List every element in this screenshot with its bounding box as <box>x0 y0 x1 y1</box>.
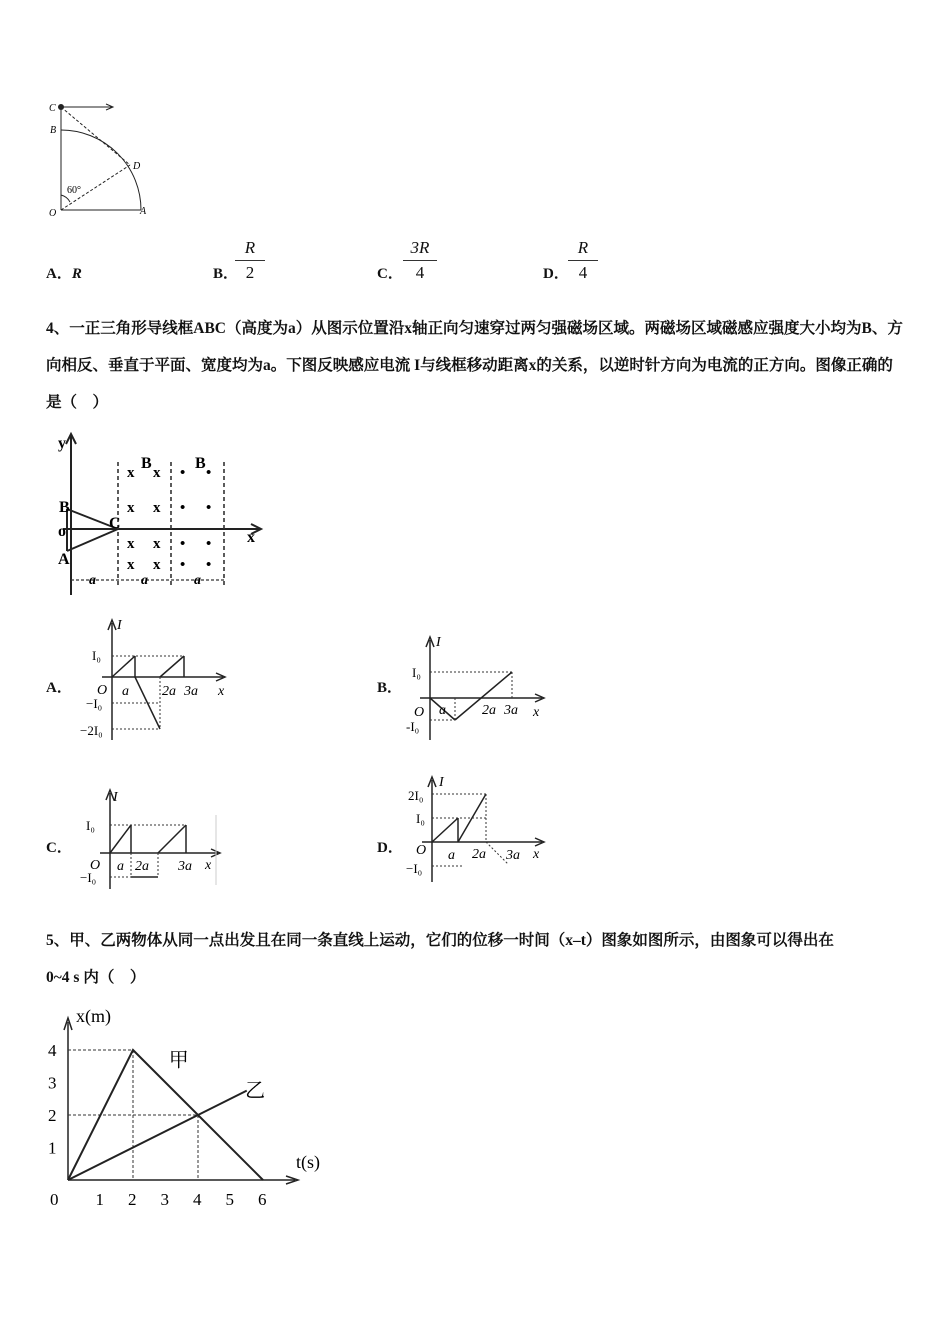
q5-question-line1: 5、甲、乙两物体从同一点出发且在同一条直线上运动，它们的位移一时间（x–t）图象如图所示，由图象可以得出在 <box>46 932 834 949</box>
series-line-yi <box>68 1091 247 1180</box>
tick-x: a <box>439 703 446 718</box>
series-label-jia: 甲 <box>168 1049 189 1072</box>
x-tick-label: 1 <box>95 1190 104 1209</box>
option-letter: A． <box>46 266 72 282</box>
y-axis-label: x(m) <box>76 1006 111 1026</box>
tick-x: a <box>122 684 129 699</box>
tick-x: 2a <box>135 859 149 874</box>
cross-mark: x <box>127 465 135 481</box>
axis-x-label: x <box>533 705 540 720</box>
y-tick-label: 2 <box>48 1106 57 1125</box>
q4-question-text: 4、一正三角形导线框ABC（高度为a）从图示位置沿x轴正向匀速穿过两匀强磁场区域。两磁场区域磁感应强度大小均为B、方向相反、垂直于平面、宽度均为a。下图反映感应电流 I与线框移动距离x的关系，以逆时针方向为电流的正方向。图像正确的是（ ） <box>46 320 903 411</box>
q3-option-c-fraction <box>403 238 437 283</box>
q3-option-d-label[interactable]: D． <box>543 266 569 282</box>
q5-question-line2: 0~4 s 内（ ） <box>46 969 146 986</box>
label-c: C <box>49 103 56 114</box>
q3-option-c-label[interactable]: C． <box>377 266 403 282</box>
tick-y: I₀ <box>412 665 421 680</box>
denominator: 4 <box>578 263 588 282</box>
tick-y: I₀ <box>92 648 101 663</box>
origin-label: O <box>90 858 101 873</box>
axis-i-label: I <box>117 618 122 633</box>
origin-label: O <box>416 843 427 858</box>
dot-mark: • <box>180 536 186 552</box>
q3-option-b-label[interactable]: B． <box>213 266 239 282</box>
tick-y: −I₀ <box>80 870 97 885</box>
tick-y: −I₀ <box>86 696 103 711</box>
denominator: 4 <box>415 263 425 282</box>
dot-mark: • <box>180 500 186 516</box>
tick-x: 2a <box>162 684 176 699</box>
tick-x: 3a <box>504 703 518 718</box>
x-axis-label: t(s) <box>296 1152 320 1172</box>
q5-xt-chart <box>40 1000 350 1215</box>
x-tick-label: 3 <box>160 1190 169 1209</box>
series-label-yi: 乙 <box>245 1080 266 1103</box>
tick-x: 3a <box>506 848 520 863</box>
q4-option-c-graph <box>80 785 230 895</box>
cross-mark: x <box>153 557 161 573</box>
width-label: a <box>194 573 201 588</box>
cross-mark: x <box>127 536 135 552</box>
y-tick-label: 4 <box>48 1041 57 1060</box>
tick-x: 3a <box>178 859 192 874</box>
point-a-label: A <box>58 551 70 568</box>
axis-x-label: x <box>205 858 212 873</box>
x-tick-label: 6 <box>258 1190 267 1209</box>
q4-option-d-label[interactable]: D． <box>377 840 403 856</box>
axis-i-label: I <box>439 775 444 790</box>
tick-y: I₀ <box>86 818 95 833</box>
cross-mark: x <box>127 557 135 573</box>
field-2-label: B <box>195 455 206 472</box>
x-tick-label: 4 <box>193 1190 202 1209</box>
dot-mark: • <box>206 536 212 552</box>
q4-magnetic-field-figure <box>55 430 275 600</box>
tick-x: a <box>117 859 124 874</box>
q3-quarter-circle-figure <box>40 95 170 225</box>
x-tick-label: 0 <box>50 1190 59 1209</box>
q4-option-a-graph <box>80 615 240 745</box>
axis-x-label: x <box>247 529 255 546</box>
axis-i-label: I <box>436 635 441 650</box>
axis-x-label: x <box>533 847 540 862</box>
tick-x: 2a <box>482 703 496 718</box>
dot-mark: • <box>180 465 186 481</box>
q3-option-b-fraction <box>235 238 265 283</box>
q3-option-d-fraction <box>568 238 598 283</box>
x-tick-label: 5 <box>225 1190 234 1209</box>
tick-y: 2I₀ <box>408 788 424 803</box>
numerator: R <box>568 238 598 261</box>
q4-option-c-label[interactable]: C． <box>46 840 72 856</box>
tick-y: −I₀ <box>406 861 423 876</box>
width-label: a <box>89 573 96 588</box>
tick-x: a <box>448 848 455 863</box>
dot-mark: • <box>206 500 212 516</box>
axis-x-label: x <box>218 684 225 699</box>
cross-mark: x <box>153 465 161 481</box>
y-tick-label: 1 <box>48 1138 57 1158</box>
numerator: 3R <box>403 238 437 261</box>
dot-mark: • <box>206 465 212 481</box>
label-o: O <box>49 208 57 219</box>
cross-mark: x <box>153 500 161 516</box>
width-label: a <box>141 573 148 588</box>
label-b: B <box>50 125 57 136</box>
label-a: A <box>140 206 147 217</box>
label-angle: 60° <box>67 185 81 196</box>
point-c-label: C <box>109 515 121 532</box>
tick-y: I₀ <box>416 811 425 826</box>
tick-x: 2a <box>472 847 486 862</box>
axis-y-label: y <box>58 435 66 452</box>
q4-option-d-graph <box>402 772 552 887</box>
tick-x: 3a <box>184 684 198 699</box>
tick-y: −2I₀ <box>80 723 103 738</box>
tick-y: -I₀ <box>406 719 420 734</box>
label-d: D <box>133 161 141 172</box>
origin-label: O <box>414 705 425 720</box>
cross-mark: x <box>153 536 161 552</box>
point-o-label: o <box>58 523 66 540</box>
dot-mark: • <box>180 557 186 573</box>
dot-mark: • <box>206 557 212 573</box>
field-1-label: B <box>141 455 152 472</box>
numerator: R <box>235 238 265 261</box>
q4-option-a-label[interactable]: A． <box>46 680 72 696</box>
origin-label: O <box>97 683 108 698</box>
cross-mark: x <box>127 500 135 516</box>
q3-option-a[interactable] <box>46 262 82 283</box>
axis-i-label: I <box>113 790 118 805</box>
denominator: 2 <box>245 263 255 282</box>
point-b-label: B <box>59 499 70 516</box>
x-tick-label: 2 <box>128 1190 137 1209</box>
q4-option-b-label[interactable]: B． <box>377 680 403 696</box>
y-tick-label: 3 <box>48 1073 57 1093</box>
q4-option-b-graph <box>402 632 552 747</box>
option-value: R <box>71 266 82 282</box>
